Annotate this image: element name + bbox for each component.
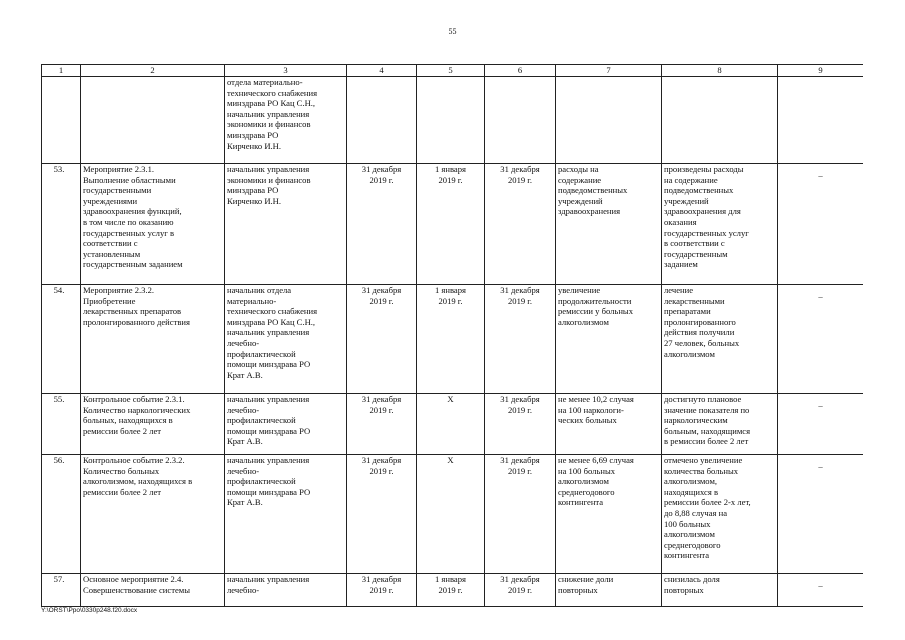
problems-cell: [778, 77, 864, 164]
actual-start-date: 1 января 2019 г.: [417, 285, 485, 394]
planned-end-date: [347, 77, 417, 164]
report-table-container: [41, 64, 863, 609]
planned-result: снижение доли повторных: [556, 574, 662, 607]
planned-result: увеличение продолжительности ремиссии у больных алкоголизмом: [556, 285, 662, 394]
table-row: [42, 285, 864, 394]
activity-name: Контрольное событие 2.3.1. Количество наркологических больных, находящихся в ремиссии более 2 лет: [81, 394, 225, 455]
row-number: 56.: [42, 455, 81, 574]
column-number: 7: [556, 65, 662, 77]
column-number: 5: [417, 65, 485, 77]
activity-name: [81, 77, 225, 164]
actual-result: [662, 77, 778, 164]
activity-name: Мероприятие 2.3.2. Приобретение лекарственных препаратов пролонгированного действия: [81, 285, 225, 394]
actual-end-date: 31 декабря 2019 г.: [485, 455, 556, 574]
table-row: [42, 455, 864, 574]
responsible-person: начальник управления лечебно- профилактической помощи минздрава РО Крат А.В.: [225, 394, 347, 455]
column-number-row: [42, 65, 864, 77]
actual-result: достигнуто плановое значение показателя по наркологическим больным, находящимся в ремиссии более 2 лет: [662, 394, 778, 455]
problems-cell: [778, 574, 864, 607]
actual-end-date: 31 декабря 2019 г.: [485, 285, 556, 394]
column-number: 4: [347, 65, 417, 77]
column-number: 8: [662, 65, 778, 77]
table-row: [42, 574, 864, 607]
planned-result: не менее 10,2 случая на 100 наркологи- ческих больных: [556, 394, 662, 455]
actual-start-date: [417, 77, 485, 164]
responsible-person: отдела материально- технического снабжения минздрава РО Кац С.Н., начальник управления экономики и финансов минздрава РО Кирченко И.Н.: [225, 77, 347, 164]
planned-end-date: 31 декабря 2019 г.: [347, 455, 417, 574]
table-row: [42, 77, 864, 164]
actual-end-date: 31 декабря 2019 г.: [485, 394, 556, 455]
table-row: [42, 164, 864, 285]
dash-mark: –: [818, 461, 823, 471]
column-number: 9: [778, 65, 864, 77]
row-number: 54.: [42, 285, 81, 394]
activity-name: Мероприятие 2.3.1. Выполнение областными государственными учреждениями здравоохранения функций, в том числе по оказанию государственных услуг в соответствии с установленным государственным заданием: [81, 164, 225, 285]
responsible-person: начальник управления лечебно- профилактической помощи минздрава РО Крат А.В.: [225, 455, 347, 574]
planned-result: расходы на содержание подведомственных учреждений здравоохранения: [556, 164, 662, 285]
problems-cell: [778, 285, 864, 394]
actual-result: снизилась доля повторных: [662, 574, 778, 607]
table-row: [42, 394, 864, 455]
actual-result: произведены расходы на содержание подведомственных учреждений здравоохранения для оказания государственных услуг в соответствии с государственным заданием: [662, 164, 778, 285]
problems-cell: [778, 455, 864, 574]
planned-result: не менее 6,69 случая на 100 больных алкоголизмом среднегодового контингента: [556, 455, 662, 574]
row-number: 55.: [42, 394, 81, 455]
actual-end-date: 31 декабря 2019 г.: [485, 164, 556, 285]
planned-result: [556, 77, 662, 164]
planned-end-date: 31 декабря 2019 г.: [347, 285, 417, 394]
responsible-person: начальник управления лечебно-: [225, 574, 347, 607]
activity-name: Основное мероприятие 2.4. Совершенствование системы: [81, 574, 225, 607]
planned-end-date: 31 декабря 2019 г.: [347, 394, 417, 455]
actual-result: лечение лекарственными препаратами пролонгированного действия получили 27 человек, больных алкоголизмом: [662, 285, 778, 394]
responsible-person: начальник отдела материально- технического снабжения минздрава РО Кац С.Н., начальник управления лечебно- профилактической помощи минздрава РО Крат А.В.: [225, 285, 347, 394]
column-number: 6: [485, 65, 556, 77]
row-number: [42, 77, 81, 164]
report-table: [41, 64, 863, 607]
actual-start-date: Х: [417, 394, 485, 455]
dash-mark: –: [818, 580, 823, 590]
row-number: 53.: [42, 164, 81, 285]
problems-cell: [778, 394, 864, 455]
actual-result: отмечено увеличение количества больных алкоголизмом, находящихся в ремиссии более 2-х лет, до 8,88 случая на 100 больных алкоголизмом среднегодового контингента: [662, 455, 778, 574]
activity-name: Контрольное событие 2.3.2. Количество больных алкоголизмом, находящихся в ремиссии более 2 лет: [81, 455, 225, 574]
planned-end-date: 31 декабря 2019 г.: [347, 574, 417, 607]
column-number: 3: [225, 65, 347, 77]
actual-end-date: [485, 77, 556, 164]
column-number: 1: [42, 65, 81, 77]
page-number: 55: [448, 27, 457, 36]
file-path-footer: Y:\ORST\Ppo\0330p248.f20.docx: [41, 607, 138, 614]
actual-start-date: Х: [417, 455, 485, 574]
problems-cell: [778, 164, 864, 285]
responsible-person: начальник управления экономики и финансов минздрава РО Кирченко И.Н.: [225, 164, 347, 285]
actual-start-date: 1 января 2019 г.: [417, 574, 485, 607]
dash-mark: –: [818, 170, 823, 180]
planned-end-date: 31 декабря 2019 г.: [347, 164, 417, 285]
dash-mark: –: [818, 291, 823, 301]
dash-mark: –: [818, 400, 823, 410]
column-number: 2: [81, 65, 225, 77]
actual-start-date: 1 января 2019 г.: [417, 164, 485, 285]
row-number: 57.: [42, 574, 81, 607]
actual-end-date: 31 декабря 2019 г.: [485, 574, 556, 607]
